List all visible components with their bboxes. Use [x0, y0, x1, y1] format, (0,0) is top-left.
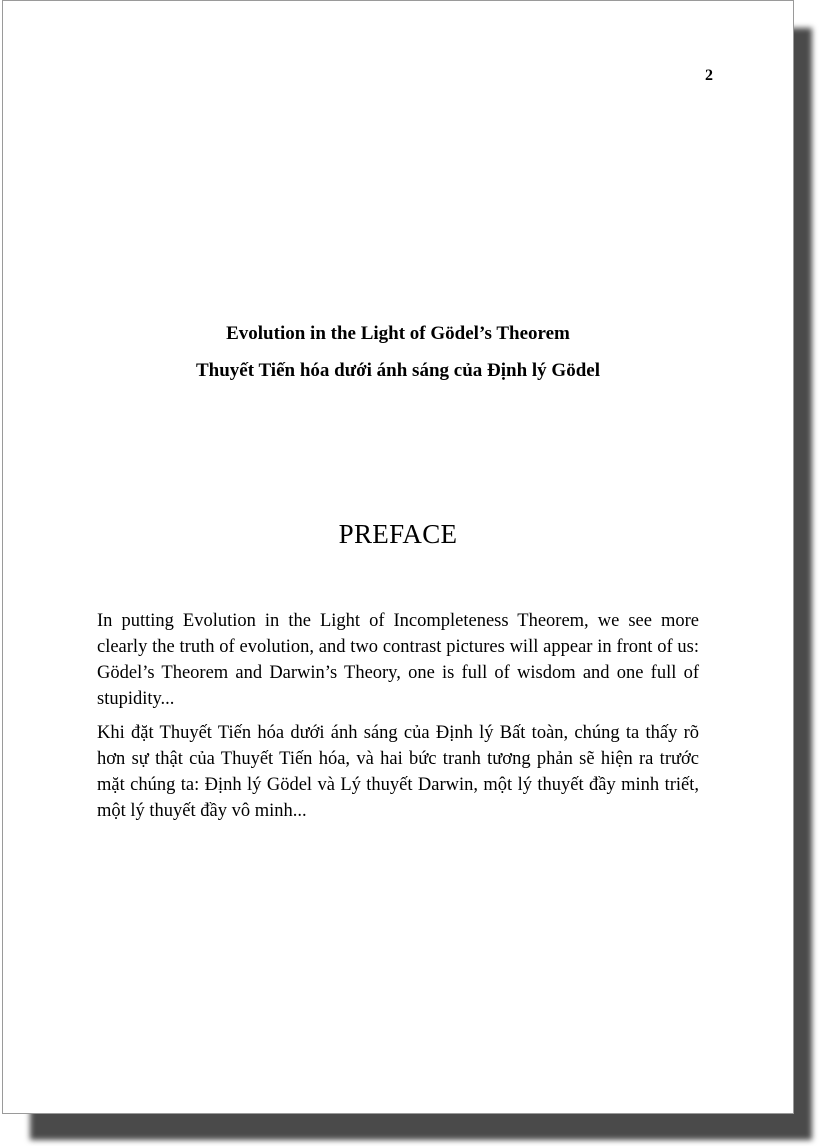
document-page [2, 0, 794, 1114]
paragraph-vietnamese: Khi đặt Thuyết Tiến hóa dưới ánh sáng của Định lý Bất toàn, chúng ta thấy rõ hơn sự thật của Thuyết Tiến hóa, và hai bức tranh tương phản sẽ hiện ra trước mặt chúng ta: Định lý Gödel và Lý thuyết Darwin, một lý thuyết đầy minh triết, một lý thuyết đầy vô minh... [97, 723, 699, 821]
preface-heading: PREFACE [338, 519, 458, 549]
page-number: 2 [705, 67, 713, 84]
preface-body [97, 608, 699, 832]
paragraph-english: In putting Evolution in the Light of Incompleteness Theorem, we see more clearly the truth of evolution, and two contrast pictures will appear in front of us: Gödel’s Theorem and Darwin’s Theory, one is full of wisdom and one full of stupidity... [97, 611, 699, 709]
title-english: Evolution in the Light of Gödel’s Theorem [226, 323, 570, 344]
title-block [3, 315, 793, 389]
title-vietnamese: Thuyết Tiến hóa dưới ánh sáng của Định lý Gödel [196, 360, 600, 381]
